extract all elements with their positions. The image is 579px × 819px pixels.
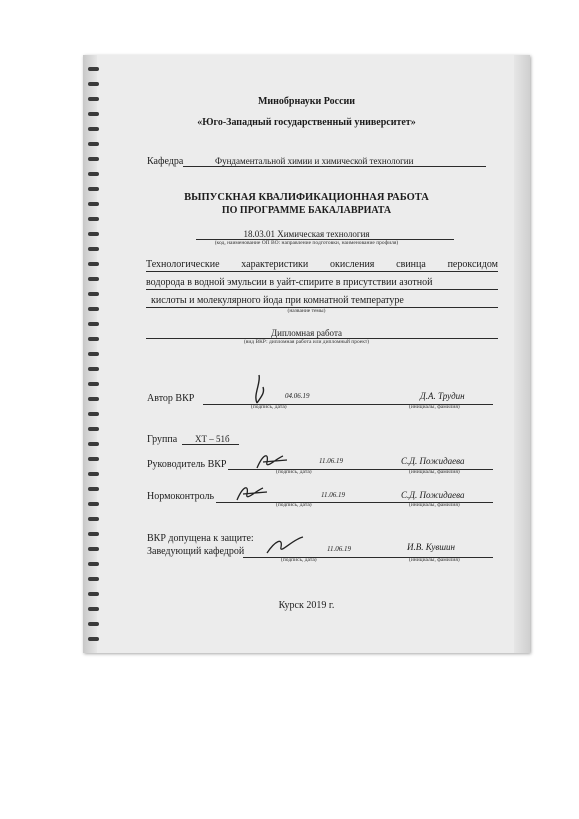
program-level-title: ПО ПРОГРАММЕ БАКАЛАВРИАТА [221, 205, 392, 216]
program-caption: (код, наименование ОП ВО: направление подготовки, наименование профиля) [214, 240, 399, 246]
normcontrol-signature-icon [233, 482, 273, 504]
work-type: Дипломная работа [271, 328, 342, 338]
normcontrol-sign-caption: (подпись, дата) [276, 502, 312, 508]
head-initials-caption: (инициалы, фамилия) [409, 557, 460, 563]
supervisor-label: Руководитель ВКР [147, 459, 227, 470]
head-name: И.В. Кувшин [407, 542, 455, 552]
topic-line-3: кислоты и молекулярного йода при комнатной температуре [151, 295, 404, 306]
admitted-label: ВКР допущена к защите: [147, 533, 254, 544]
normcontrol-date: 11.06.19 [321, 491, 345, 499]
head-label: Заведующий кафедрой [147, 546, 245, 557]
topic-caption: (название темы) [287, 308, 326, 314]
city-year: Курск 2019 г. [278, 600, 335, 611]
topic-underline-2 [146, 289, 498, 290]
document-page [83, 55, 530, 653]
topic-line-2: водорода в водной эмульсии в уайт-спирите в присутствии азотной [146, 277, 433, 288]
ministry-heading: Минобрнауки России [257, 96, 356, 107]
author-name: Д.А. Трудин [420, 391, 465, 401]
author-sign-caption: (подпись, дата) [251, 404, 287, 410]
department-label: Кафедра [147, 156, 184, 167]
supervisor-date: 11.06.19 [319, 457, 343, 465]
head-signature-icon [263, 533, 308, 557]
author-signature-icon [243, 373, 273, 405]
supervisor-name: С.Д. Пожидаева [401, 456, 465, 466]
group-underline [182, 444, 239, 445]
normcontrol-label: Нормоконтроль [147, 491, 215, 502]
supervisor-sign-caption: (подпись, дата) [276, 469, 312, 475]
author-date: 04.06.19 [285, 392, 310, 400]
department-value: Фундаментальной химии и химической технологии [215, 156, 414, 166]
program-code: 18.03.01 Химическая технология [243, 229, 370, 239]
head-sign-caption: (подпись, дата) [281, 557, 317, 563]
supervisor-initials-caption: (инициалы, фамилия) [409, 469, 460, 475]
thesis-title: ВЫПУСКНАЯ КВАЛИФИКАЦИОННАЯ РАБОТА [184, 192, 429, 203]
author-label: Автор ВКР [147, 393, 195, 404]
group-value: ХТ – 51б [195, 434, 230, 444]
head-date: 11.06.19 [327, 545, 351, 553]
topic-line-1: Технологические характеристики окисления свинца пероксидом [146, 259, 498, 270]
group-label: Группа [147, 434, 178, 445]
author-initials-caption: (инициалы, фамилия) [409, 404, 460, 410]
university-heading: «Юго-Западный государственный университет» [197, 117, 416, 128]
normcontrol-name: С.Д. Пожидаева [401, 490, 465, 500]
topic-underline-1 [146, 271, 498, 272]
normcontrol-initials-caption: (инициалы, фамилия) [409, 502, 460, 508]
work-type-caption: (вид ВКР: дипломная работа или дипломный проект) [243, 339, 370, 345]
department-underline [183, 166, 486, 167]
